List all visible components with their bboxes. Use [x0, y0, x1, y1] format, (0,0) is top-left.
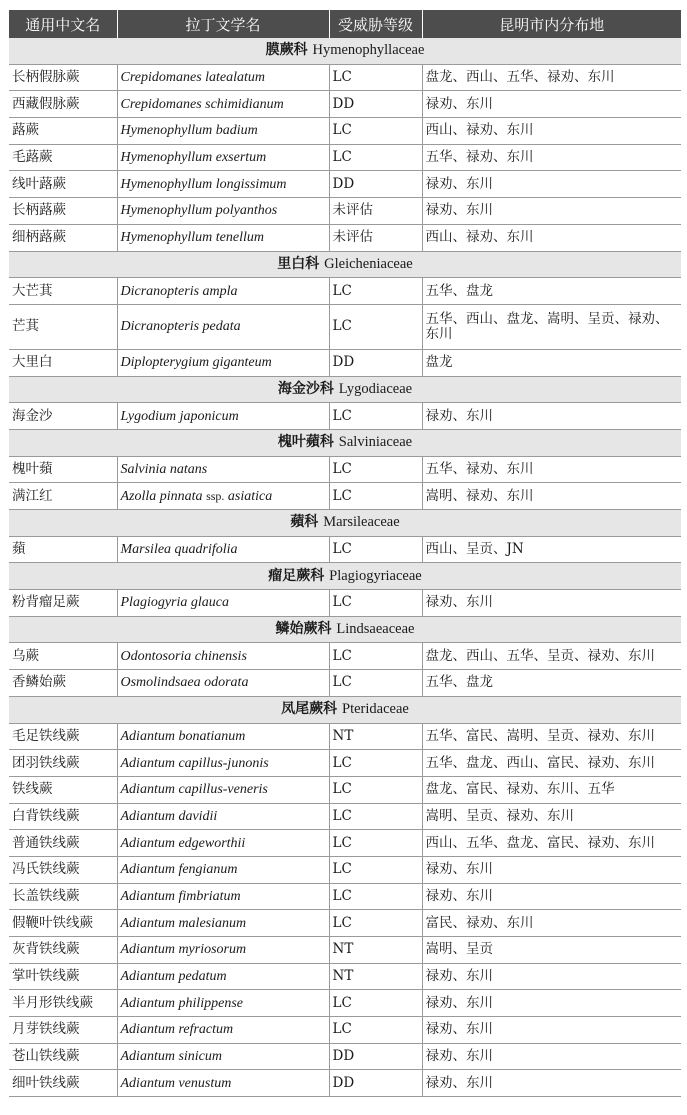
- latin-name-cell: Adiantum refractum: [117, 1017, 329, 1044]
- distribution-cell: 禄劝、东川: [422, 856, 681, 883]
- latin-name-cell: Dicranopteris ampla: [117, 278, 329, 305]
- family-row: [9, 38, 681, 64]
- table-row: [9, 590, 681, 617]
- family-latin-name: Plagiogyriaceae: [329, 567, 422, 584]
- family-row: [9, 563, 681, 590]
- distribution-cell: 禄劝、东川: [422, 883, 681, 910]
- family-heading: [9, 376, 681, 403]
- threat-level-cell: NT: [329, 723, 422, 750]
- latin-name-cell: Hymenophyllum polyanthos: [117, 198, 329, 225]
- common-name-cell: 月芽铁线蕨: [9, 1017, 117, 1044]
- distribution-cell: 五华、富民、嵩明、呈贡、禄劝、东川: [422, 723, 681, 750]
- table-row: [9, 403, 681, 430]
- threat-level-cell: LC: [329, 750, 422, 777]
- threat-level-cell: LC: [329, 643, 422, 670]
- distribution-cell: 禄劝、东川: [422, 403, 681, 430]
- family-heading: [9, 563, 681, 590]
- common-name-cell: 线叶蕗蕨: [9, 171, 117, 198]
- common-name-cell: 香鳞始蕨: [9, 670, 117, 697]
- distribution-cell: 禄劝、东川: [422, 91, 681, 118]
- threat-level-cell: LC: [329, 883, 422, 910]
- latin-name-cell: Crepidomanes schimidianum: [117, 91, 329, 118]
- common-name-cell: 普通铁线蕨: [9, 830, 117, 857]
- family-chinese-name: 凤尾蕨科: [281, 701, 338, 718]
- common-name-cell: 满江红: [9, 483, 117, 510]
- common-name-cell: 细柄蕗蕨: [9, 224, 117, 251]
- distribution-cell: 盘龙、西山、五华、禄劝、东川: [422, 64, 681, 91]
- family-chinese-name: 蘋科: [290, 514, 319, 531]
- species-table-wrapper: [9, 10, 681, 1097]
- header-latin-name: 拉丁文学名: [117, 10, 329, 38]
- distribution-cell: 嵩明、呈贡: [422, 937, 681, 964]
- threat-level-cell: LC: [329, 670, 422, 697]
- distribution-cell: 富民、禄劝、东川: [422, 910, 681, 937]
- common-name-cell: 铁线蕨: [9, 776, 117, 803]
- family-latin-name: Gleicheniaceae: [324, 255, 413, 272]
- common-name-cell: 海金沙: [9, 403, 117, 430]
- threat-level-cell: LC: [329, 803, 422, 830]
- family-latin-name: Lygodiaceae: [338, 380, 413, 397]
- latin-name-cell: Salvinia natans: [117, 456, 329, 483]
- threat-level-cell: 未评估: [329, 224, 422, 251]
- family-latin-name: Salviniaceae: [338, 434, 413, 451]
- latin-binomial: Azolla pinnata: [120, 488, 203, 504]
- latin-name-cell: [117, 483, 329, 510]
- table-row: [9, 224, 681, 251]
- common-name-cell: 蕗蕨: [9, 118, 117, 145]
- latin-name-cell: Diplopterygium giganteum: [117, 349, 329, 376]
- distribution-cell: 五华、盘龙: [422, 278, 681, 305]
- family-row: [9, 696, 681, 723]
- common-name-cell: 蘋: [9, 536, 117, 563]
- latin-name-cell: Adiantum bonatianum: [117, 723, 329, 750]
- header-threat-level: 受威胁等级: [329, 10, 422, 38]
- latin-name-cell: Adiantum philippense: [117, 990, 329, 1017]
- common-name-cell: 白背铁线蕨: [9, 803, 117, 830]
- common-name-cell: 粉背瘤足蕨: [9, 590, 117, 617]
- threat-level-cell: LC: [329, 278, 422, 305]
- table-row: [9, 803, 681, 830]
- latin-name-cell: Adiantum myriosorum: [117, 937, 329, 964]
- distribution-cell: 禄劝、东川: [422, 1043, 681, 1070]
- table-row: [9, 64, 681, 91]
- threat-level-cell: LC: [329, 483, 422, 510]
- table-row: [9, 1017, 681, 1044]
- table-row: [9, 990, 681, 1017]
- distribution-cell: 禄劝、东川: [422, 198, 681, 225]
- latin-name-cell: Adiantum pedatum: [117, 963, 329, 990]
- threat-level-cell: NT: [329, 937, 422, 964]
- common-name-cell: 长盖铁线蕨: [9, 883, 117, 910]
- distribution-cell: 五华、盘龙、西山、富民、禄劝、东川: [422, 750, 681, 777]
- table-row: [9, 304, 681, 349]
- distribution-cell: 盘龙、西山、五华、呈贡、禄劝、东川: [422, 643, 681, 670]
- latin-name-cell: Marsilea quadrifolia: [117, 536, 329, 563]
- threat-level-cell: NT: [329, 963, 422, 990]
- distribution-cell: 禄劝、东川: [422, 1070, 681, 1097]
- threat-level-cell: LC: [329, 304, 422, 349]
- family-heading: [9, 429, 681, 456]
- latin-name-cell: Plagiogyria glauca: [117, 590, 329, 617]
- latin-name-cell: Adiantum capillus-junonis: [117, 750, 329, 777]
- table-row: [9, 670, 681, 697]
- latin-name-cell: Adiantum fimbriatum: [117, 883, 329, 910]
- table-row: [9, 278, 681, 305]
- species-table: [9, 10, 681, 1097]
- family-heading: [9, 251, 681, 278]
- common-name-cell: 半月形铁线蕨: [9, 990, 117, 1017]
- latin-name-cell: Adiantum fengianum: [117, 856, 329, 883]
- table-row: [9, 91, 681, 118]
- common-name-cell: 长柄假脉蕨: [9, 64, 117, 91]
- header-distribution: 昆明市内分布地: [422, 10, 681, 38]
- table-row: [9, 483, 681, 510]
- family-row: [9, 616, 681, 643]
- common-name-cell: 芒萁: [9, 304, 117, 349]
- table-row: [9, 723, 681, 750]
- family-chinese-name: 鳞始蕨科: [275, 621, 332, 638]
- latin-name-cell: Adiantum venustum: [117, 1070, 329, 1097]
- latin-name-cell: Adiantum capillus-veneris: [117, 776, 329, 803]
- common-name-cell: 细叶铁线蕨: [9, 1070, 117, 1097]
- family-latin-name: Pteridaceae: [342, 701, 409, 718]
- common-name-cell: 团羽铁线蕨: [9, 750, 117, 777]
- family-chinese-name: 瘤足蕨科: [268, 567, 325, 584]
- distribution-cell: 盘龙: [422, 349, 681, 376]
- threat-level-cell: LC: [329, 776, 422, 803]
- common-name-cell: 长柄蕗蕨: [9, 198, 117, 225]
- table-row: [9, 456, 681, 483]
- latin-name-cell: Crepidomanes latealatum: [117, 64, 329, 91]
- latin-name-cell: Hymenophyllum badium: [117, 118, 329, 145]
- latin-name-cell: Hymenophyllum exsertum: [117, 144, 329, 171]
- distribution-cell: 嵩明、呈贡、禄劝、东川: [422, 803, 681, 830]
- common-name-cell: 大里白: [9, 349, 117, 376]
- family-heading: [9, 696, 681, 723]
- threat-level-cell: DD: [329, 171, 422, 198]
- latin-name-cell: Odontosoria chinensis: [117, 643, 329, 670]
- latin-name-cell: Hymenophyllum longissimum: [117, 171, 329, 198]
- common-name-cell: 冯氏铁线蕨: [9, 856, 117, 883]
- threat-level-cell: DD: [329, 1043, 422, 1070]
- table-body: [9, 38, 681, 1097]
- family-row: [9, 376, 681, 403]
- latin-name-cell: Adiantum malesianum: [117, 910, 329, 937]
- threat-level-cell: LC: [329, 830, 422, 857]
- table-row: [9, 776, 681, 803]
- table-row: [9, 750, 681, 777]
- threat-level-cell: LC: [329, 590, 422, 617]
- family-heading: [9, 510, 681, 537]
- common-name-cell: 西藏假脉蕨: [9, 91, 117, 118]
- subspecies-epithet: asiatica: [227, 488, 273, 504]
- latin-name-cell: Lygodium japonicum: [117, 403, 329, 430]
- table-row: [9, 910, 681, 937]
- latin-name-cell: Hymenophyllum tenellum: [117, 224, 329, 251]
- family-chinese-name: 槐叶蘋科: [277, 434, 334, 451]
- distribution-cell: 禄劝、东川: [422, 1017, 681, 1044]
- threat-level-cell: LC: [329, 456, 422, 483]
- table-row: [9, 118, 681, 145]
- table-row: [9, 198, 681, 225]
- distribution-cell: 五华、盘龙: [422, 670, 681, 697]
- distribution-cell: 五华、禄劝、东川: [422, 144, 681, 171]
- table-row: [9, 963, 681, 990]
- table-row: [9, 643, 681, 670]
- common-name-cell: 苍山铁线蕨: [9, 1043, 117, 1070]
- family-heading: [9, 616, 681, 643]
- family-chinese-name: 膜蕨科: [265, 42, 308, 59]
- distribution-cell: 禄劝、东川: [422, 990, 681, 1017]
- common-name-cell: 毛蕗蕨: [9, 144, 117, 171]
- common-name-cell: 毛足铁线蕨: [9, 723, 117, 750]
- table-row: [9, 144, 681, 171]
- latin-name-cell: Adiantum sinicum: [117, 1043, 329, 1070]
- threat-level-cell: LC: [329, 536, 422, 563]
- threat-level-cell: 未评估: [329, 198, 422, 225]
- family-latin-name: Hymenophyllaceae: [312, 42, 425, 59]
- threat-level-cell: LC: [329, 403, 422, 430]
- family-row: [9, 251, 681, 278]
- threat-level-cell: LC: [329, 64, 422, 91]
- common-name-cell: 灰背铁线蕨: [9, 937, 117, 964]
- distribution-cell: 西山、禄劝、东川: [422, 224, 681, 251]
- table-row: [9, 349, 681, 376]
- header-row: [9, 10, 681, 38]
- table-row: [9, 536, 681, 563]
- common-name-cell: 假鞭叶铁线蕨: [9, 910, 117, 937]
- table-row: [9, 171, 681, 198]
- distribution-cell: 西山、五华、盘龙、富民、禄劝、东川: [422, 830, 681, 857]
- distribution-cell: 禄劝、东川: [422, 590, 681, 617]
- family-chinese-name: 里白科: [277, 255, 320, 272]
- table-row: [9, 937, 681, 964]
- distribution-cell: 禄劝、东川: [422, 963, 681, 990]
- table-row: [9, 856, 681, 883]
- threat-level-cell: LC: [329, 1017, 422, 1044]
- threat-level-cell: LC: [329, 856, 422, 883]
- threat-level-cell: DD: [329, 1070, 422, 1097]
- family-latin-name: Marsileaceae: [323, 514, 400, 531]
- common-name-cell: 乌蕨: [9, 643, 117, 670]
- family-latin-name: Lindsaeaceae: [336, 621, 415, 638]
- latin-name-cell: Adiantum davidii: [117, 803, 329, 830]
- latin-name-cell: Adiantum edgeworthii: [117, 830, 329, 857]
- subspecies-marker: ssp.: [206, 488, 225, 503]
- latin-name-cell: Dicranopteris pedata: [117, 304, 329, 349]
- distribution-cell: 嵩明、禄劝、东川: [422, 483, 681, 510]
- common-name-cell: 槐叶蘋: [9, 456, 117, 483]
- family-row: [9, 510, 681, 537]
- table-row: [9, 1070, 681, 1097]
- table-row: [9, 830, 681, 857]
- latin-name-cell: Osmolindsaea odorata: [117, 670, 329, 697]
- family-chinese-name: 海金沙科: [277, 380, 334, 397]
- common-name-cell: 掌叶铁线蕨: [9, 963, 117, 990]
- distribution-cell: 西山、禄劝、东川: [422, 118, 681, 145]
- threat-level-cell: LC: [329, 990, 422, 1017]
- distribution-cell: 禄劝、东川: [422, 171, 681, 198]
- header-chinese-name: 通用中文名: [9, 10, 117, 38]
- family-row: [9, 429, 681, 456]
- common-name-cell: 大芒萁: [9, 278, 117, 305]
- table-row: [9, 1043, 681, 1070]
- threat-level-cell: LC: [329, 910, 422, 937]
- distribution-cell: 五华、西山、盘龙、嵩明、呈贡、禄劝、东川: [422, 304, 681, 349]
- threat-level-cell: DD: [329, 91, 422, 118]
- distribution-cell: 盘龙、富民、禄劝、东川、五华: [422, 776, 681, 803]
- threat-level-cell: LC: [329, 144, 422, 171]
- table-row: [9, 883, 681, 910]
- family-heading: [9, 38, 681, 64]
- distribution-cell: 西山、呈贡、JN: [422, 536, 681, 563]
- threat-level-cell: DD: [329, 349, 422, 376]
- threat-level-cell: LC: [329, 118, 422, 145]
- distribution-cell: 五华、禄劝、东川: [422, 456, 681, 483]
